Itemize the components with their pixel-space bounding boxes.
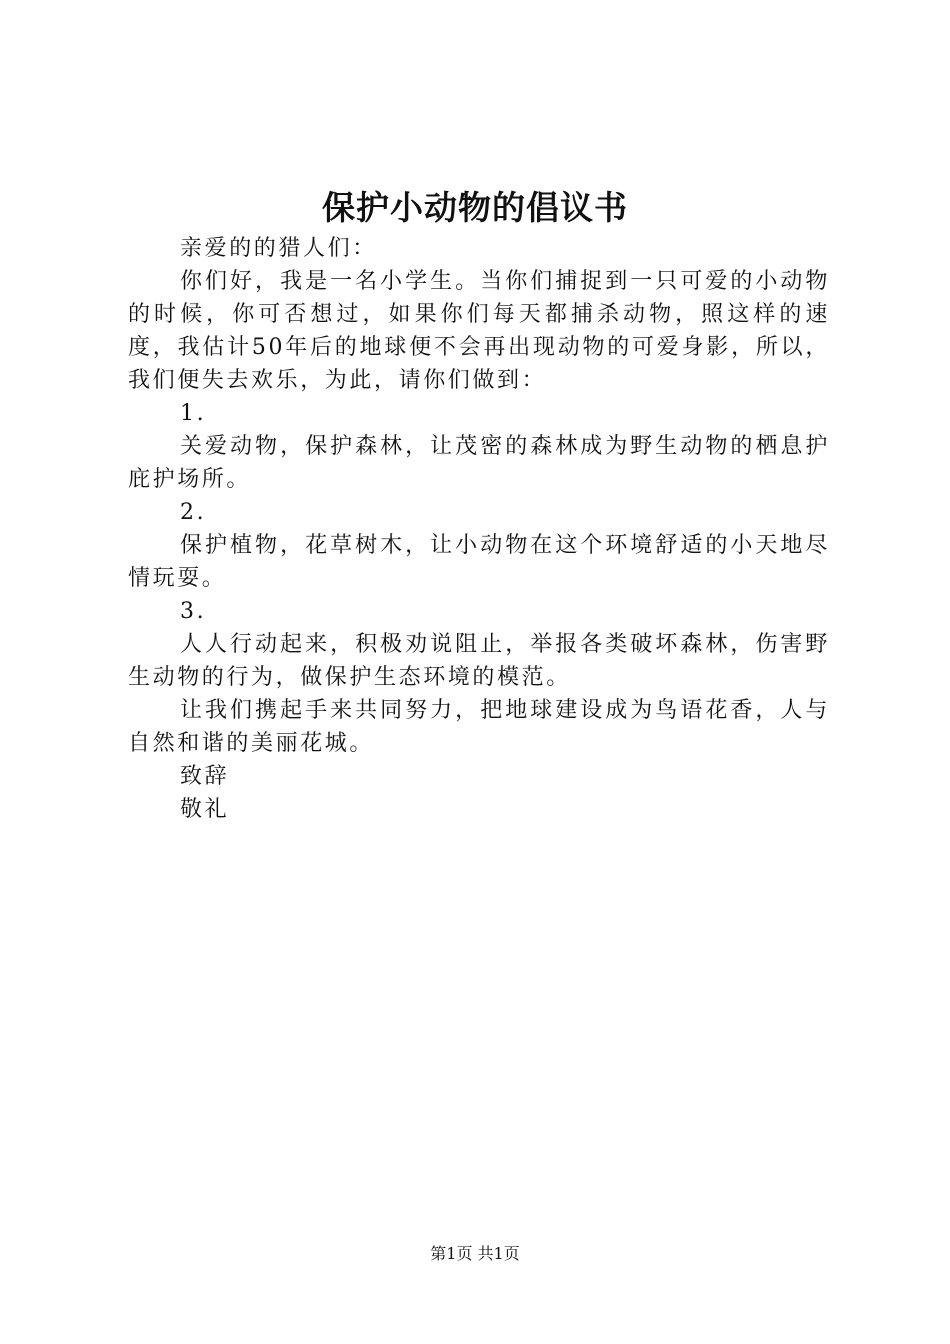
page-footer: 第1页 共1页 xyxy=(430,1244,520,1263)
list-number-2: 2. xyxy=(180,500,207,525)
document-title: 保护小动物的倡议书 xyxy=(322,188,628,227)
document-body xyxy=(128,232,830,826)
body-paragraph-intro: 你们好，我是一名小学生。当你们捕捉到一只可爱的小动物的时候，你可否想过，如果你们每天都捕杀动物，照这样的速度，我估计50年后的地球便不会再出现动物的可爱身影，所以，我们便失去欢乐，为此，请你们做到： xyxy=(128,269,830,393)
list-item-3: 人人行动起来，积极劝说阻止，举报各类破坏森林，伤害野生动物的行为，做保护生态环境的模范。 xyxy=(128,632,830,690)
closing-salute: 敬礼 xyxy=(180,797,230,822)
list-number-3: 3. xyxy=(180,599,207,624)
closing-remark: 致辞 xyxy=(180,764,230,789)
salutation: 亲爱的的猎人们： xyxy=(180,236,377,261)
closing-paragraph: 让我们携起手来共同努力，把地球建设成为鸟语花香，人与自然和谐的美丽花城。 xyxy=(128,698,830,756)
list-number-1: 1. xyxy=(180,401,207,426)
list-item-2: 保护植物，花草树木，让小动物在这个环境舒适的小天地尽情玩耍。 xyxy=(128,533,830,591)
list-item-1: 关爱动物，保护森林，让茂密的森林成为野生动物的栖息护庇护场所。 xyxy=(128,434,830,492)
